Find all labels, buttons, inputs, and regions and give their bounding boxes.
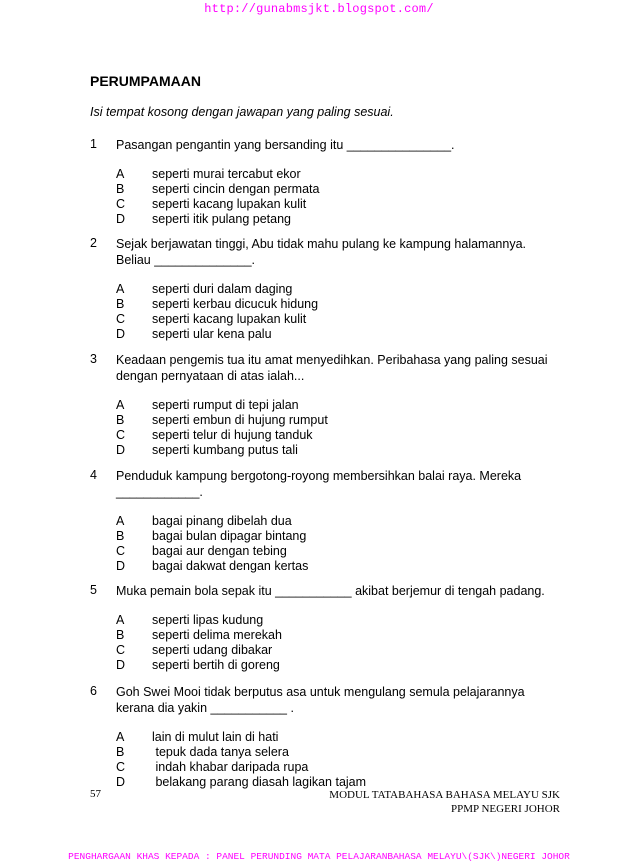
- option-d: [116, 212, 560, 227]
- option-d: [116, 559, 560, 574]
- option-letter: A: [116, 398, 125, 412]
- option-letter: D: [116, 559, 126, 573]
- option-text: seperti cincin dengan permata: [152, 182, 320, 196]
- option-text: seperti duri dalam daging: [152, 282, 293, 296]
- option-letter: D: [116, 658, 126, 672]
- question-number: 3: [90, 352, 97, 366]
- option-c: [116, 643, 560, 658]
- option-letter: C: [116, 544, 126, 558]
- option-letter: B: [116, 529, 125, 543]
- option-a: [116, 398, 560, 413]
- option-text: belakang parang diasah lagikan tajam: [152, 775, 367, 789]
- question-text: Pasangan pengantin yang bersanding itu _______________.: [116, 138, 455, 152]
- option-b: [116, 745, 560, 760]
- option-text: seperti udang dibakar: [152, 643, 273, 657]
- page-title: PERUMPAMAAN: [90, 73, 201, 89]
- option-text: seperti kerbau dicucuk hidung: [152, 297, 319, 311]
- option-text: indah khabar daripada rupa: [152, 760, 309, 774]
- option-text: seperti kacang lupakan kulit: [152, 197, 307, 211]
- options-list: [116, 613, 560, 673]
- question-3: [90, 352, 560, 458]
- module-line-2: PPMP NEGERI JOHOR: [450, 803, 560, 815]
- option-letter: B: [116, 297, 125, 311]
- option-text: bagai bulan dipagar bintang: [152, 529, 307, 543]
- option-a: [116, 730, 560, 745]
- option-letter: D: [116, 443, 126, 457]
- option-letter: D: [116, 327, 126, 341]
- option-letter: C: [116, 760, 126, 774]
- option-text: seperti embun di hujung rumput: [152, 413, 328, 427]
- header-url: http://gunabmsjkt.blogspot.com/: [204, 2, 434, 16]
- option-text: seperti bertih di goreng: [152, 658, 280, 672]
- options-list: [116, 167, 560, 227]
- option-letter: A: [116, 730, 125, 744]
- question-text: Muka pemain bola sepak itu ___________ akibat berjemur di tengah padang.: [116, 584, 545, 598]
- option-text: seperti telur di hujung tanduk: [152, 428, 313, 442]
- page-number: 57: [90, 788, 101, 800]
- option-text: seperti itik pulang petang: [152, 212, 291, 226]
- option-b: [116, 182, 560, 197]
- option-a: [116, 514, 560, 529]
- option-c: [116, 428, 560, 443]
- option-b: [116, 529, 560, 544]
- option-text: bagai dakwat dengan kertas: [152, 559, 309, 573]
- option-letter: A: [116, 167, 125, 181]
- question-text: Keadaan pengemis tua itu amat menyedihkan. Peribahasa yang paling sesuai dengan pernyataan di atas ialah...: [116, 353, 548, 383]
- option-c: [116, 544, 560, 559]
- option-text: seperti kacang lupakan kulit: [152, 312, 307, 326]
- option-letter: D: [116, 212, 126, 226]
- option-letter: B: [116, 628, 125, 642]
- option-letter: C: [116, 197, 126, 211]
- instruction-text: Isi tempat kosong dengan jawapan yang paling sesuai.: [90, 105, 394, 119]
- credit-line: PENGHARGAAN KHAS KEPADA : PANEL PERUNDING MATA PELAJARANBAHASA MELAYU\(SJK\)NEGERI JOHOR: [68, 851, 570, 862]
- option-c: [116, 760, 560, 775]
- option-c: [116, 197, 560, 212]
- option-letter: C: [116, 312, 126, 326]
- question-text: Penduduk kampung bergotong-royong membersihkan balai raya. Mereka ____________.: [116, 469, 522, 499]
- question-number: 2: [90, 236, 97, 250]
- options-list: [116, 514, 560, 574]
- option-text: seperti lipas kudung: [152, 613, 264, 627]
- question-number: 4: [90, 468, 97, 482]
- option-c: [116, 312, 560, 327]
- option-letter: D: [116, 775, 126, 789]
- question-text: Sejak berjawatan tinggi, Abu tidak mahu pulang ke kampung halamannya. Beliau ______________.: [116, 237, 526, 267]
- option-d: [116, 658, 560, 673]
- question-number: 1: [90, 137, 97, 151]
- option-text: seperti kumbang putus tali: [152, 443, 298, 457]
- option-letter: C: [116, 428, 126, 442]
- option-a: [116, 613, 560, 628]
- option-letter: C: [116, 643, 126, 657]
- options-list: [116, 398, 560, 458]
- option-text: bagai pinang dibelah dua: [152, 514, 292, 528]
- module-line-1: MODUL TATABAHASA BAHASA MELAYU SJK: [329, 789, 560, 801]
- option-b: [116, 628, 560, 643]
- question-text: Goh Swei Mooi tidak berputus asa untuk mengulang semula pelajarannya kerana dia yakin ___________ .: [116, 685, 525, 715]
- question-6: [90, 684, 560, 790]
- option-letter: B: [116, 182, 125, 196]
- question-5: [90, 583, 560, 673]
- option-text: seperti ular kena palu: [152, 327, 272, 341]
- option-text: tepuk dada tanya selera: [152, 745, 289, 759]
- question-number: 6: [90, 684, 97, 698]
- option-letter: A: [116, 282, 125, 296]
- option-b: [116, 297, 560, 312]
- option-d: [116, 443, 560, 458]
- option-letter: A: [116, 613, 125, 627]
- option-letter: B: [116, 413, 125, 427]
- question-4: [90, 468, 560, 574]
- option-text: lain di mulut lain di hati: [152, 730, 279, 744]
- option-letter: B: [116, 745, 125, 759]
- option-text: seperti delima merekah: [152, 628, 282, 642]
- option-b: [116, 413, 560, 428]
- options-list: [116, 730, 560, 790]
- option-text: seperti murai tercabut ekor: [152, 167, 301, 181]
- option-text: bagai aur dengan tebing: [152, 544, 287, 558]
- option-d: [116, 327, 560, 342]
- option-text: seperti rumput di tepi jalan: [152, 398, 299, 412]
- option-a: [116, 282, 560, 297]
- question-1: [90, 137, 560, 227]
- question-2: [90, 236, 560, 342]
- module-label: [329, 788, 560, 816]
- option-letter: A: [116, 514, 125, 528]
- question-number: 5: [90, 583, 97, 597]
- options-list: [116, 282, 560, 342]
- option-a: [116, 167, 560, 182]
